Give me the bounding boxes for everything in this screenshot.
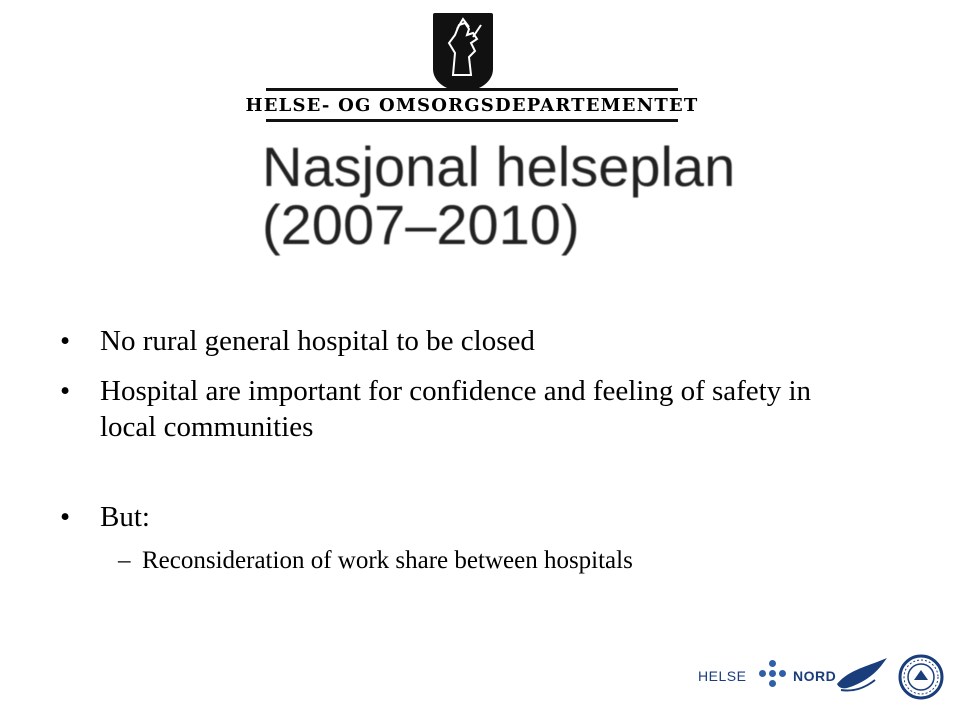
bullet-text: Hospital are important for confidence and feeling of safety in local communities bbox=[100, 375, 812, 443]
bird-logo-icon bbox=[833, 654, 891, 698]
bullet-item bbox=[60, 499, 860, 535]
university-seal-icon bbox=[898, 648, 944, 706]
slide-header-image bbox=[245, 8, 736, 278]
bullet-text: But: bbox=[100, 501, 150, 533]
sub-bullet-text: Reconsideration of work share between hospitals bbox=[142, 547, 633, 574]
bullet-text: No rural general hospital to be closed bbox=[100, 325, 535, 357]
helse-logo-text: HELSE bbox=[698, 668, 747, 684]
bullet-dot-icon: • bbox=[60, 375, 71, 407]
department-name: HELSE- OG OMSORGSDEPARTEMENTET bbox=[266, 88, 678, 122]
norwegian-lion-crest-icon bbox=[433, 13, 493, 91]
nord-logo-text: NORD bbox=[793, 668, 837, 684]
helse-nord-dots-icon bbox=[755, 660, 791, 696]
title-line-1: Nasjonal helseplan bbox=[262, 135, 736, 198]
title-line-2: (2007–2010) bbox=[262, 193, 580, 256]
footer-logos bbox=[698, 648, 948, 708]
bullet-list bbox=[60, 323, 860, 577]
bullet-dot-icon: • bbox=[60, 325, 71, 357]
bullet-dot-icon: • bbox=[60, 501, 71, 533]
bullet-item bbox=[60, 323, 860, 359]
bullet-item bbox=[60, 373, 860, 445]
sub-bullet-item bbox=[118, 545, 860, 577]
dash-icon: – bbox=[118, 547, 131, 574]
slide-title bbox=[262, 135, 736, 256]
